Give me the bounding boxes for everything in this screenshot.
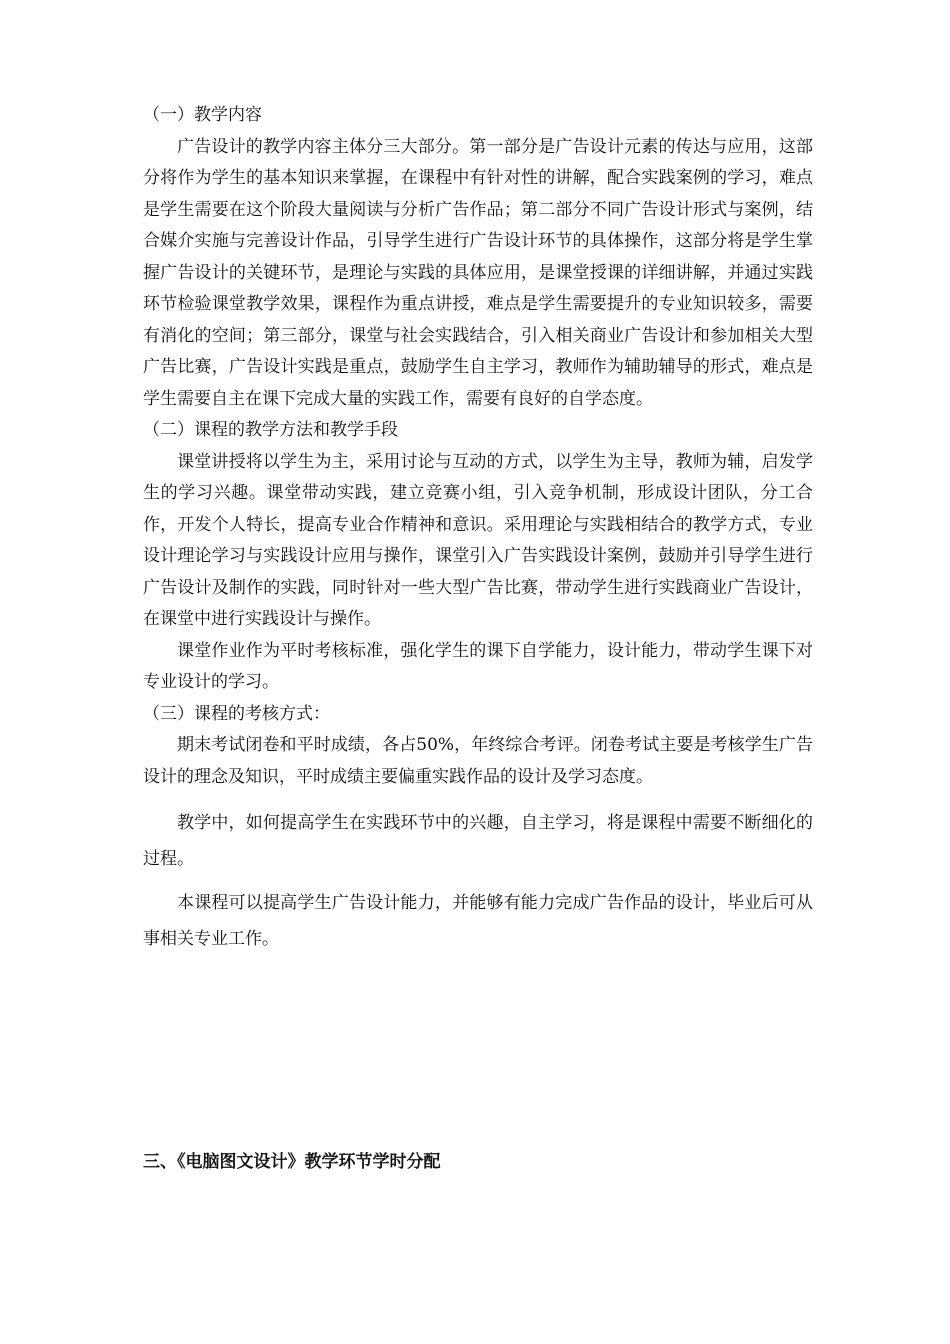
spacer	[143, 877, 813, 885]
document-body	[143, 100, 813, 957]
heading-teaching-content: （一）教学内容	[143, 105, 262, 125]
paragraph-homework-assessment: 课堂作业作为平时考核标准，强化学生的课下自学能力，设计能力，带动学生课下对专业设计的学习。	[143, 640, 813, 692]
paragraph-assessment-method: 期末考试闭卷和平时成绩，各占50%，年终综合考评。闭卷考试主要是考核学生广告设计的理念及知识，平时成绩主要偏重实践作品的设计及学习态度。	[143, 735, 813, 787]
heading-assessment-method: （三）课程的考核方式：	[143, 703, 330, 724]
paragraph-practice-interest: 教学中，如何提高学生在实践环节中的兴趣，自主学习，将是课程中需要不断细化的过程。	[143, 813, 813, 869]
section-title-hours-allocation: 三、《电脑图文设计》教学环节学时分配	[143, 1152, 441, 1172]
paragraph-course-outcome: 本课程可以提高学生广告设计能力，并能够有能力完成广告作品的设计，毕业后可从事相关专业工作。	[143, 893, 813, 949]
paragraph-teaching-content: 广告设计的教学内容主体分三大部分。第一部分是广告设计元素的传达与应用，这部分将作为学生的基本知识来掌握，在课程中有针对性的讲解，配合实践案例的学习，难点是学生需要在这个阶段大量阅读与分析广告作品；第二部分不同广告设计形式与案例，结合媒介实施与完善设计作品，引导学生进行广告设计环节的具体操作，这部分将是学生掌握广告设计的关键环节，是理论与实践的具体应用，是课堂授课的详细讲解，并通过实践环节检验课堂教学效果，课程作为重点讲授，难点是学生需要提升的专业知识较多，需要有消化的空间；第三部分，课堂与社会实践结合，引入相关商业广告设计和参加相关大型广告比赛，广告设计实践是重点，鼓励学生自主学习，教师作为辅助辅导的形式，难点是学生需要自主在课下完成大量的实践工作，需要有良好的自学态度。	[143, 136, 813, 409]
heading-teaching-methods: （二）课程的教学方法和教学手段	[143, 420, 398, 440]
spacer	[143, 793, 813, 805]
paragraph-teaching-methods: 课堂讲授将以学生为主，采用讨论与互动的方式，以学生为主导，教师为辅，启发学生的学习兴趣。课堂带动实践，建立竞赛小组，引入竞争机制，形成设计团队，分工合作，开发个人特长，提高专业合作精神和意识。采用理论与实践相结合的教学方式，专业设计理论学习与实践设计应用与操作，课堂引入广告实践设计案例，鼓励并引导学生进行广告设计及制作的实践，同时针对一些大型广告比赛，带动学生进行实践商业广告设计，在课堂中进行实践设计与操作。	[143, 451, 813, 629]
